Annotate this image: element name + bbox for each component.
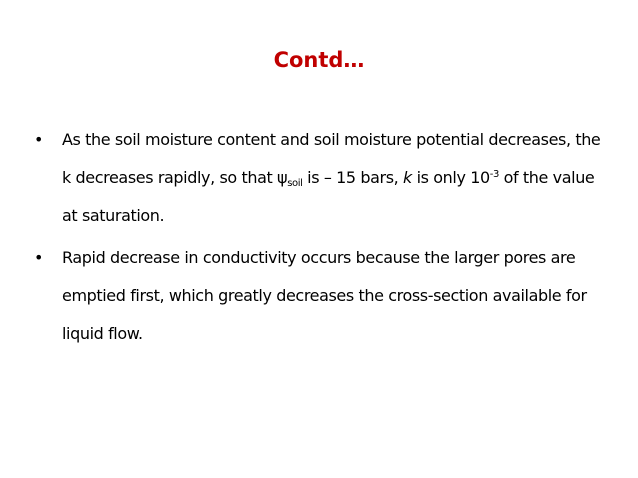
bullet-list bbox=[30, 121, 610, 353]
bullet-1-text-part-3: is only 10 bbox=[411, 168, 490, 187]
bullet-1-italic-k: k bbox=[403, 168, 412, 187]
bullet-dot-icon: • bbox=[34, 248, 44, 267]
bullet-item-1 bbox=[30, 121, 610, 235]
bullet-item-2 bbox=[30, 239, 610, 353]
bullet-1-superscript: -3 bbox=[489, 169, 499, 180]
bullet-dot-icon: • bbox=[34, 130, 44, 149]
bullet-2-text: Rapid decrease in conductivity occurs because the larger pores are emptied first, which greatly decreases the cross-section available for liquid flow. bbox=[62, 248, 587, 343]
bullet-1-text-part-1: As the soil moisture content and soil moisture potential decreases, the k decreases rapidly, so that ψ bbox=[62, 130, 601, 187]
bullet-1-text-part-2: is – 15 bars, bbox=[302, 168, 404, 187]
bullet-1-subscript: soil bbox=[287, 178, 303, 189]
slide-title: Contd… bbox=[273, 48, 365, 72]
bullet-1-text-part-4: of the value at saturation. bbox=[62, 168, 595, 225]
